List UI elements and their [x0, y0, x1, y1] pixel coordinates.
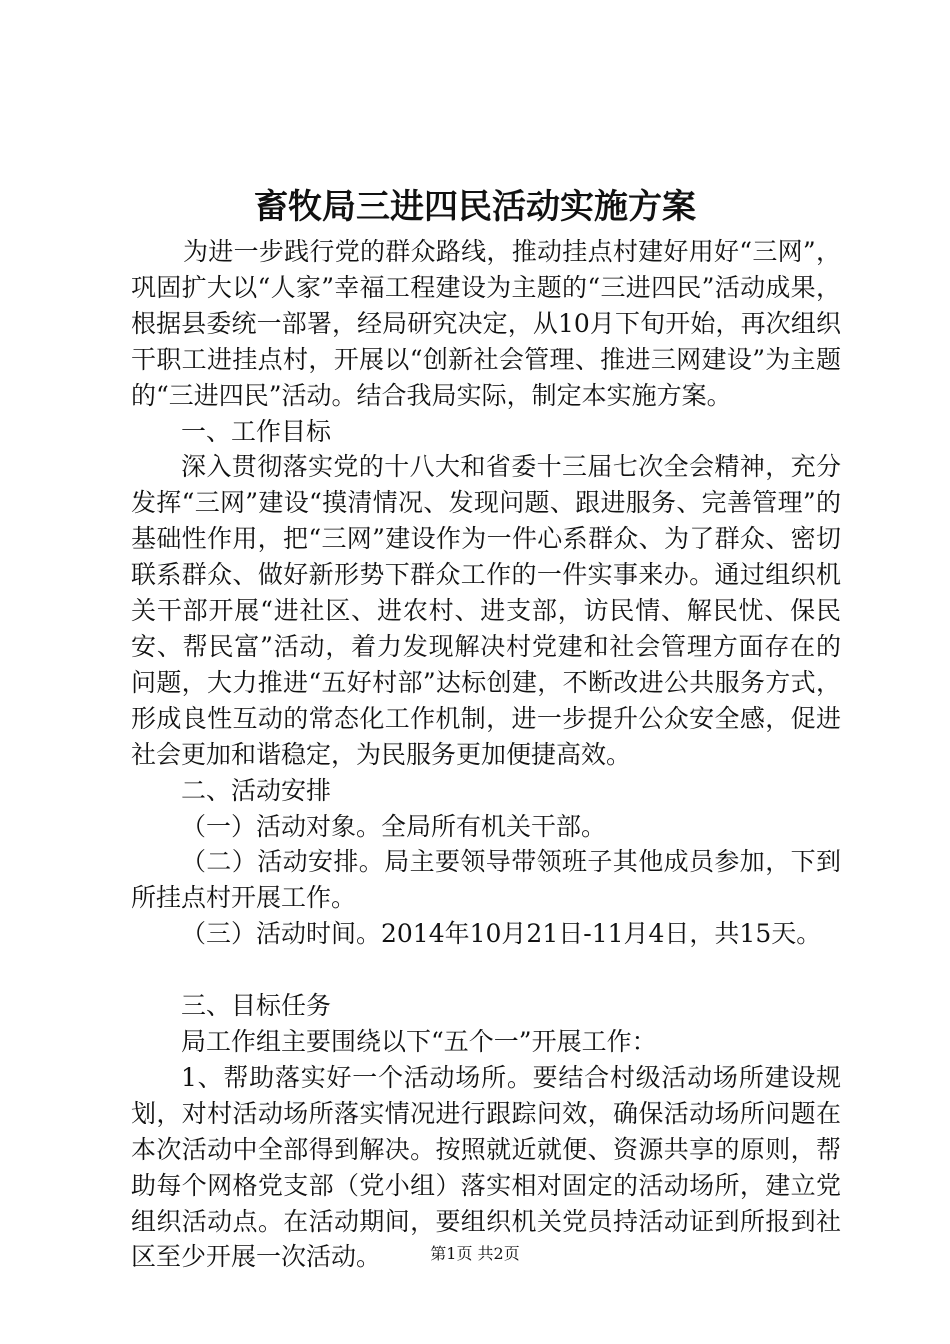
intro-paragraph: 为进一步践行党的群众路线，推动挂点村建好用好“三网”，巩固扩大以“人家”幸福工程建设为主题的“三进四民”活动成果，根据县委统一部署，经局研究决定，从10月下旬开始，再次组织干职工进挂点村，开展以“创新社会管理、推进三网建设”为主题的“三进四民”活动。结合我局实际，制定本实施方案。 [131, 237, 841, 410]
task-item-1: 1、帮助落实好一个活动场所。要结合村级活动场所建设规划，对村活动场所落实情况进行跟踪问效，确保活动场所问题在本次活动中全部得到解决。按照就近就便、资源共享的原则，帮助每个网格党支部（党小组）落实相对固定的活动场所，建立党组织活动点。在活动期间，要组织机关党员持活动证到所报到社区至少开展一次活动。 [131, 1062, 841, 1272]
page-footer: 第1页 共2页 [430, 1244, 520, 1263]
goals-paragraph: 深入贯彻落实党的十八大和省委十三届七次全会精神，充分发挥“三网”建设“摸清情况、发现问题、跟进服务、完善管理”的基础性作用，把“三网”建设作为一件心系群众、为了群众、密切联系群众、做好新形势下群众工作的一件实事来办。通过组织机关干部开展“进社区、进农村、进支部，访民情、解民忧、保民安、帮民富”活动，着力发现解决村党建和社会管理方面存在的问题，大力推进“五好村部”达标创建，不断改进公共服务方式，形成良性互动的常态化工作机制，进一步提升公众安全感，促进社会更加和谐稳定，为民服务更加便捷高效。 [131, 452, 841, 769]
section-heading-goals: 一、工作目标 [181, 416, 332, 446]
section-heading-tasks: 三、目标任务 [181, 991, 332, 1021]
document-body [131, 234, 841, 1275]
blank-line [131, 952, 841, 988]
document-title: 畜牧局三进四民活动实施方案 [254, 187, 696, 227]
tasks-intro-paragraph: 局工作组主要围绕以下“五个一”开展工作： [181, 1027, 657, 1057]
arrangement-item-1: （一）活动对象。全局所有机关干部。 [181, 811, 607, 841]
section-heading-arrangement: 二、活动安排 [181, 775, 332, 805]
arrangement-item-3: （三）活动时间。2014年10月21日-11月4日，共15天。 [181, 919, 822, 949]
arrangement-item-2: （二）活动安排。局主要领导带领班子其他成员参加，下到所挂点村开展工作。 [131, 847, 841, 913]
